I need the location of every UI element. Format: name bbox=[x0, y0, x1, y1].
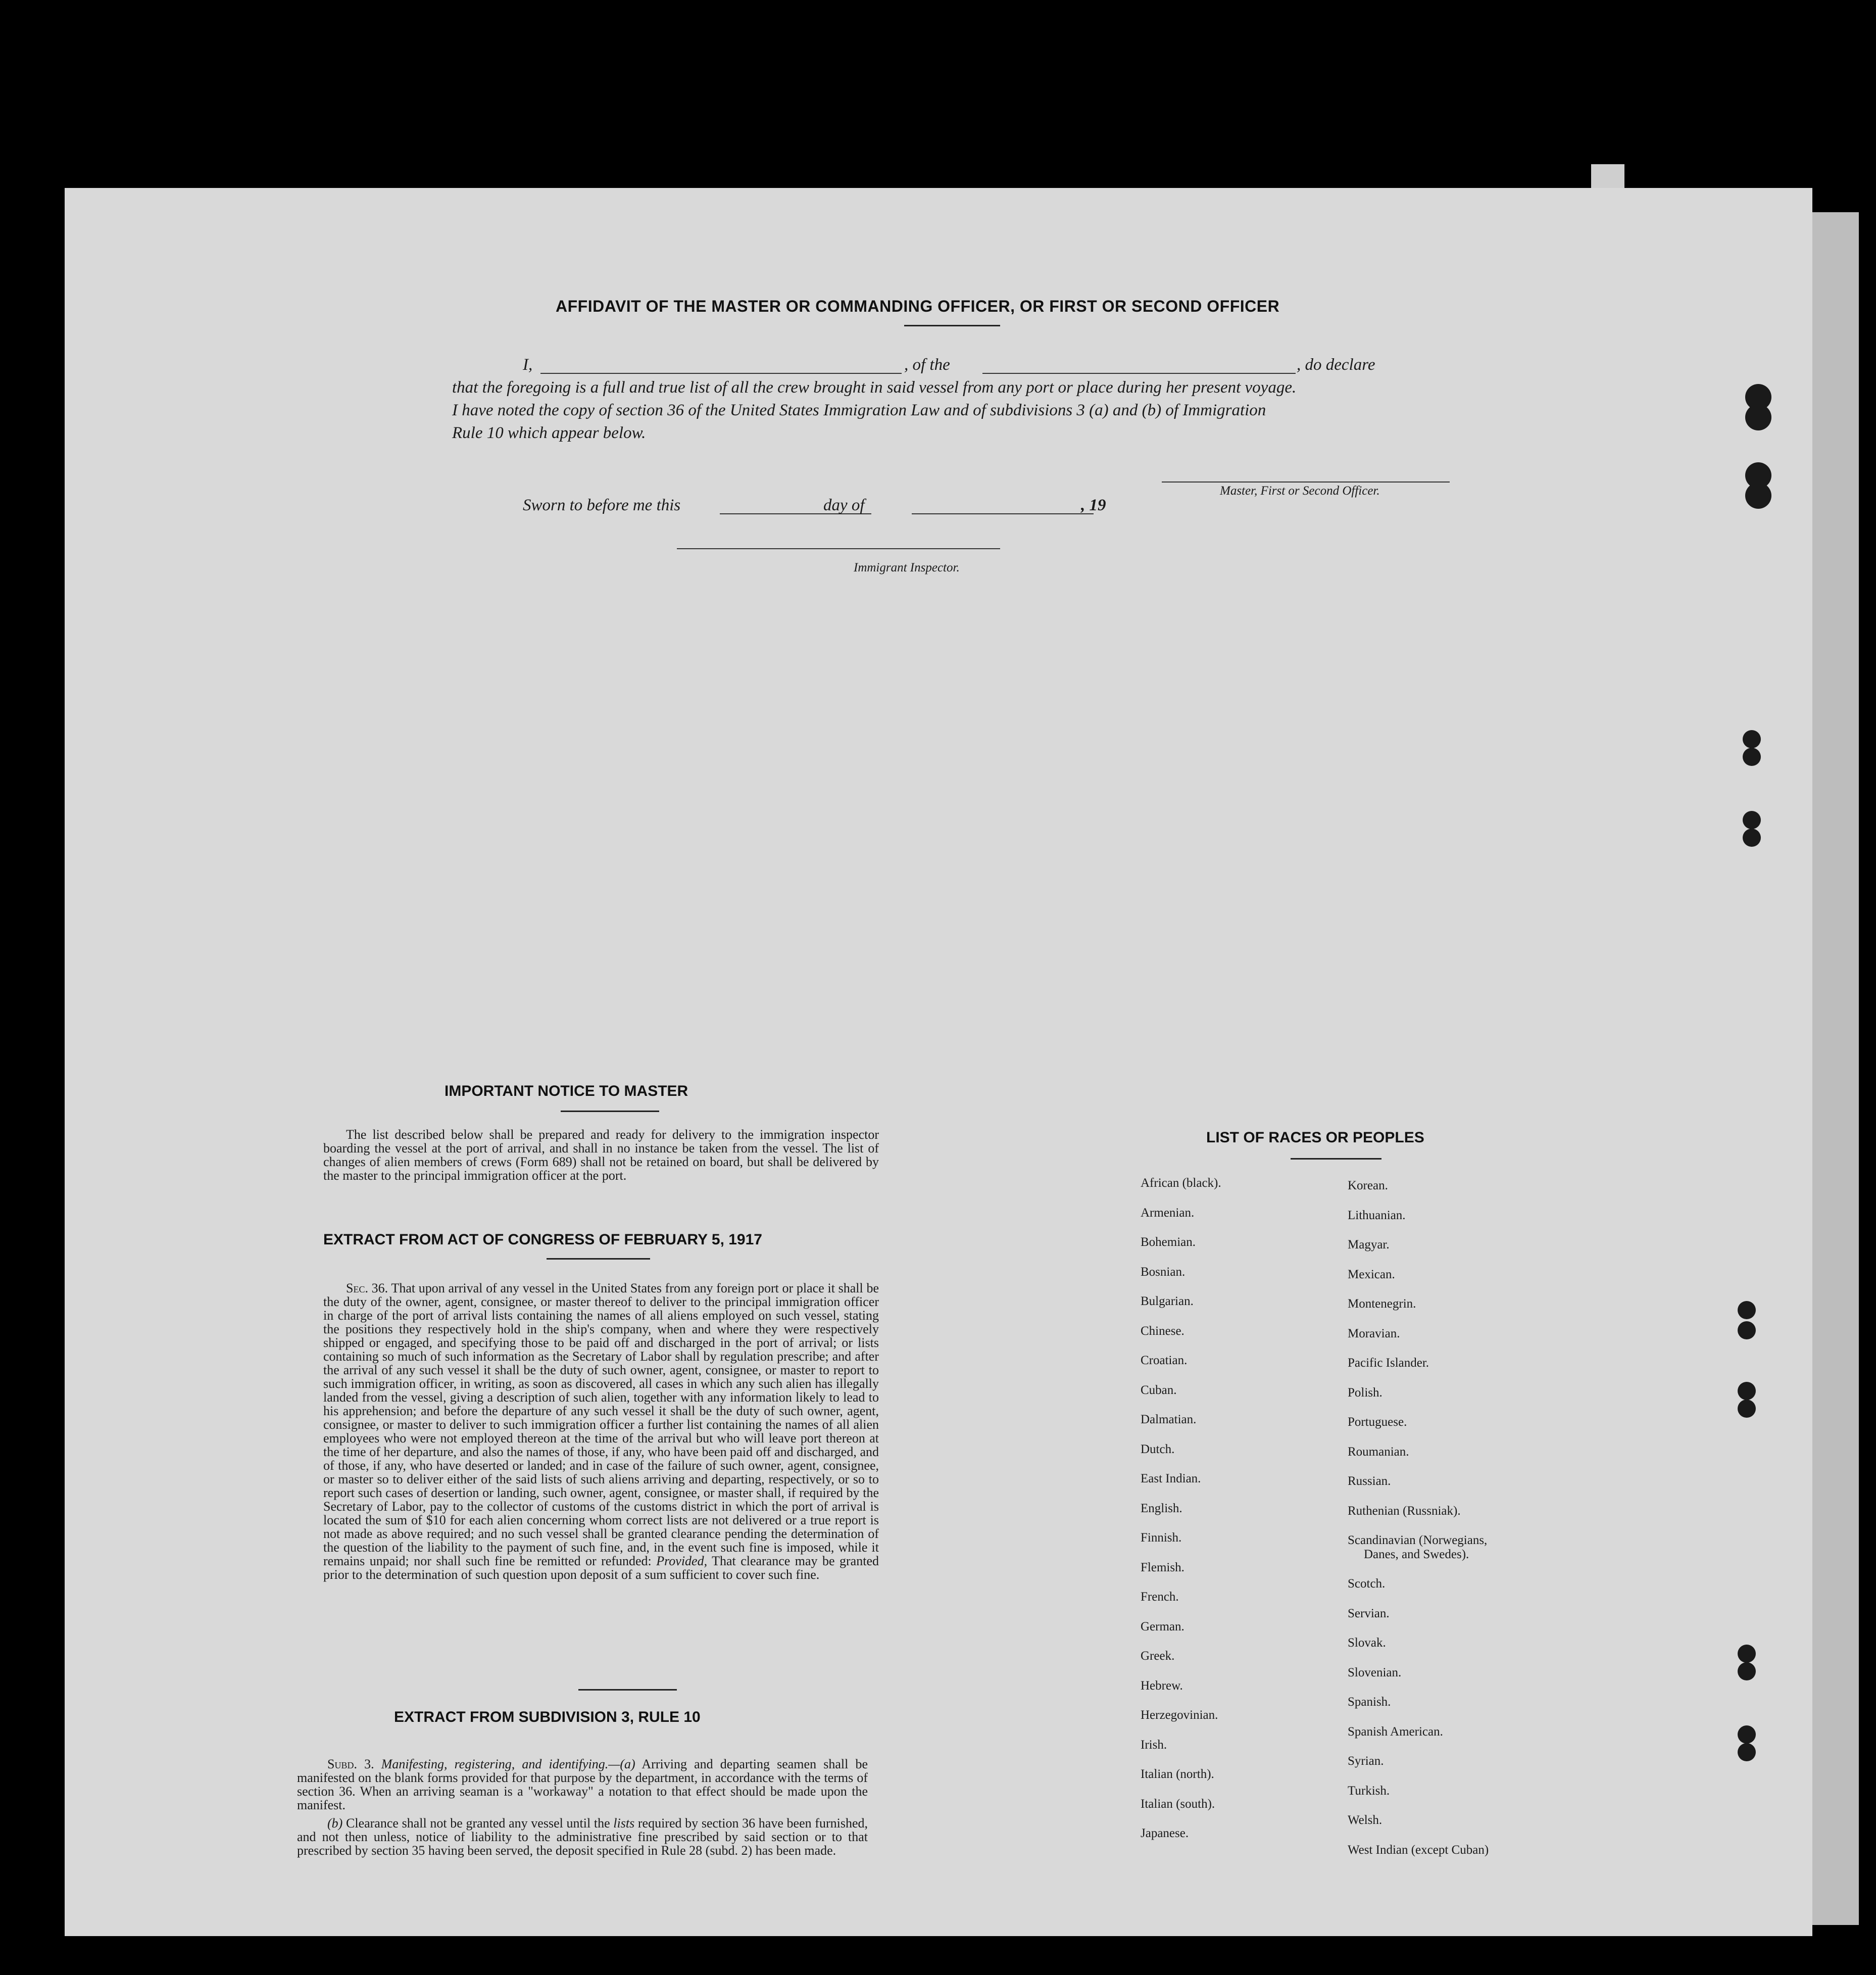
race-item: West Indian (except Cuban) bbox=[1348, 1843, 1489, 1857]
clause-b-lists: lists bbox=[613, 1816, 635, 1831]
inspector-caption: Immigrant Inspector. bbox=[854, 561, 960, 574]
race-item: Chinese. bbox=[1141, 1324, 1184, 1338]
binder-hole bbox=[1743, 730, 1761, 748]
notice-title: IMPORTANT NOTICE TO MASTER bbox=[445, 1083, 688, 1099]
race-item: English. bbox=[1141, 1501, 1182, 1515]
affidavit-line-3: I have noted the copy of section 36 of the United States Immigration Law and of subdivisions 3 (a) and (b) of Immigration bbox=[452, 401, 1266, 419]
race-item: East Indian. bbox=[1141, 1472, 1201, 1485]
race-item: Finnish. bbox=[1141, 1531, 1182, 1545]
race-item: Scandinavian (Norwegians, bbox=[1348, 1533, 1488, 1547]
act-title: EXTRACT FROM ACT OF CONGRESS OF FEBRUARY 5, 1917 bbox=[323, 1231, 762, 1248]
day-of-text: day of bbox=[823, 496, 865, 514]
binder-hole bbox=[1738, 1382, 1756, 1400]
race-item: Cuban. bbox=[1141, 1383, 1177, 1397]
section-body: That upon arrival of any vessel in the United States from any foreign port or place it shall be the duty of the owner, agent, consignee, or master thereof to deliver to the principal immigration officer in charge of the port of arrival lists containing the names of all aliens employed on such vessel, stating the positions they respectively hold in the ship's company, when and where they were respectively shipped or engaged, and specifying those to be paid off and discharged in the port of arrival; or lists containing so much of such information as the Secretary of Labor shall by regulation prescribe; and after the arrival of any such vessel it shall be the duty of such owner, agent, consignee, or master to report to such immigration officer, in writing, as soon as discovered, all cases in which any such alien has illegally landed from the vessel, giving a description of such alien, together with any information likely to lead to his apprehension; and before the departure of any such vessel it shall be the duty of such owner, agent, consignee, or master to deliver to such immigration officer a further list containing the names of all alien employees who were not employed thereon at the time of the arrival but who will leave port thereon at the time of her departure, and also the names of those, if any, who have been paid off and discharged, and of those, if any, who have deserted or landed; and in case of the failure of such owner, agent, consignee, or master so to deliver either of the said lists of such aliens arriving and departing, respectively, or so to report such cases of desertion or landing, such owner, agent, consignee, or master shall, if required by the Secretary of Labor, pay to the collector of customs of the customs district in which the port of arrival is located the sum of $10 for each alien concerning whom correct lists are not delivered or a true report is not made as above required; and no such vessel shall be granted clearance pending the determination of the question of the liability to the payment of such fine, and, in the event such fine is imposed, while it remains unpaid; nor shall such fine be remitted or refunded: bbox=[323, 1281, 879, 1568]
race-item: Polish. bbox=[1348, 1385, 1383, 1400]
race-item: Croatian. bbox=[1141, 1354, 1188, 1367]
race-item: Italian (south). bbox=[1141, 1797, 1215, 1811]
binder-hole bbox=[1745, 404, 1771, 430]
race-item: Irish. bbox=[1141, 1738, 1167, 1752]
clause-b-body-2: required by section 36 have been furnished, and not then unless, notice of liability to the administrative fine prescribed by said section or to that prescribed by section 35 having been served, the deposit specified in Rule 28 (subd. 2) has been made. bbox=[297, 1816, 868, 1858]
affidavit-line-2: that the foregoing is a full and true list of all the crew brought in said vessel from any port or place during her present voyage. bbox=[452, 378, 1297, 397]
races-title: LIST OF RACES OR PEOPLES bbox=[1206, 1129, 1424, 1146]
race-item: Portuguese. bbox=[1348, 1415, 1407, 1429]
race-item: Mexican. bbox=[1348, 1267, 1395, 1281]
race-item: Roumanian. bbox=[1348, 1444, 1409, 1459]
declare-suffix: , do declare bbox=[1297, 356, 1375, 374]
race-item: Bosnian. bbox=[1141, 1265, 1186, 1279]
binder-hole bbox=[1743, 748, 1761, 766]
affidavit-line-4: Rule 10 which appear below. bbox=[452, 424, 646, 442]
race-item: Korean. bbox=[1348, 1179, 1388, 1192]
binder-hole bbox=[1738, 1662, 1756, 1680]
race-item: Pacific Islander. bbox=[1348, 1356, 1429, 1370]
inspector-signature-line[interactable] bbox=[677, 548, 1000, 549]
binder-hole bbox=[1738, 1321, 1756, 1339]
sworn-text: Sworn to before me this bbox=[523, 496, 681, 514]
notice-rule bbox=[561, 1111, 659, 1112]
race-item: Herzegovinian. bbox=[1141, 1708, 1218, 1722]
subdivision-heading: Manifesting, registering, and identifying. bbox=[381, 1757, 609, 1771]
rule-a-text bbox=[297, 1757, 868, 1812]
subdivision-label: Subd. 3. bbox=[327, 1757, 374, 1771]
affidavit-title: AFFIDAVIT OF THE MASTER OR COMMANDING OFFICER, OR FIRST OR SECOND OFFICER bbox=[556, 297, 1280, 315]
clause-a-body: Arriving and departing seamen shall be manifested on the blank forms provided for that purpose by the department, in accordance with the terms of section 36. When an arriving seaman is a "workaway" a notation to that effect should be made upon the manifest. bbox=[297, 1757, 868, 1812]
race-item: German. bbox=[1141, 1619, 1184, 1633]
race-item: Servian. bbox=[1348, 1606, 1390, 1620]
binder-hole bbox=[1738, 1725, 1756, 1744]
race-item: Turkish. bbox=[1348, 1784, 1390, 1798]
race-item: Hebrew. bbox=[1141, 1678, 1183, 1693]
clause-b-body-1: Clearance shall not be granted any vessel until the bbox=[346, 1816, 610, 1831]
race-item: Japanese. bbox=[1141, 1826, 1189, 1840]
race-item: Lithuanian. bbox=[1348, 1208, 1406, 1222]
binder-hole bbox=[1738, 1645, 1756, 1663]
race-item: French. bbox=[1141, 1590, 1179, 1604]
race-item: Syrian. bbox=[1348, 1754, 1384, 1768]
race-item: Slovak. bbox=[1348, 1636, 1386, 1650]
binder-hole bbox=[1738, 1400, 1756, 1418]
race-item: Dutch. bbox=[1141, 1442, 1175, 1456]
title-rule bbox=[904, 325, 1000, 326]
clause-a-label: —(a) bbox=[608, 1757, 635, 1771]
rule-top-rule bbox=[578, 1689, 677, 1691]
declarant-prefix: I, bbox=[523, 356, 533, 374]
year-text: , 19 bbox=[1081, 496, 1106, 514]
clause-b-label: (b) bbox=[327, 1816, 343, 1831]
master-signature-line[interactable] bbox=[1162, 481, 1450, 483]
document-page bbox=[65, 188, 1812, 1936]
binder-hole bbox=[1745, 483, 1771, 509]
binder-hole bbox=[1738, 1743, 1756, 1761]
race-item: Flemish. bbox=[1141, 1560, 1184, 1574]
race-item: Montenegrin. bbox=[1348, 1297, 1416, 1311]
vessel-name-blank[interactable] bbox=[982, 373, 1296, 374]
month-blank[interactable] bbox=[912, 513, 1094, 514]
race-item: Magyar. bbox=[1348, 1238, 1390, 1251]
race-item: Russian. bbox=[1348, 1474, 1391, 1488]
race-item: Scotch. bbox=[1348, 1577, 1386, 1591]
race-item: Spanish American. bbox=[1348, 1724, 1443, 1739]
act-rule bbox=[547, 1258, 650, 1260]
act-text bbox=[323, 1281, 879, 1581]
race-item: Armenian. bbox=[1141, 1206, 1195, 1220]
vessel-prefix: , of the bbox=[904, 356, 950, 374]
race-item: Dalmatian. bbox=[1141, 1413, 1197, 1426]
rule-title: EXTRACT FROM SUBDIVISION 3, RULE 10 bbox=[394, 1709, 701, 1725]
notice-text: The list described below shall be prepared and ready for delivery to the immigration inspector boarding the vessel at the port of arrival, and shall in no instance be taken from the vessel. The list of changes of alien members of crews (Form 689) shall not be retained on board, but shall be delivered by the master to the principal immigration officer at the port. bbox=[323, 1127, 879, 1183]
master-caption: Master, First or Second Officer. bbox=[1220, 484, 1380, 498]
binder-hole bbox=[1743, 829, 1761, 847]
binder-hole bbox=[1738, 1301, 1756, 1319]
race-item: Greek. bbox=[1141, 1649, 1175, 1663]
race-item: Slovenian. bbox=[1348, 1665, 1402, 1679]
rule-b-text bbox=[297, 1816, 868, 1857]
binder-hole bbox=[1743, 811, 1761, 829]
race-item: Bohemian. bbox=[1141, 1235, 1196, 1249]
section-body-end: That clearance may be granted prior to the determination of such question upon deposit of a sum sufficient to cover such fine. bbox=[323, 1554, 879, 1582]
race-item: Danes, and Swedes). bbox=[1364, 1548, 1469, 1561]
race-item: Ruthenian (Russniak). bbox=[1348, 1504, 1461, 1518]
race-item: African (black). bbox=[1141, 1176, 1221, 1190]
declarant-name-blank[interactable] bbox=[540, 373, 902, 374]
race-item: Moravian. bbox=[1348, 1326, 1400, 1340]
race-item: Spanish. bbox=[1348, 1695, 1391, 1709]
section-label: Sec. 36. bbox=[346, 1281, 388, 1295]
provided-term: Provided, bbox=[656, 1554, 708, 1568]
race-item: Bulgarian. bbox=[1141, 1294, 1194, 1308]
race-item: Welsh. bbox=[1348, 1813, 1383, 1827]
races-rule bbox=[1291, 1158, 1381, 1160]
race-item: Italian (north). bbox=[1141, 1767, 1214, 1781]
